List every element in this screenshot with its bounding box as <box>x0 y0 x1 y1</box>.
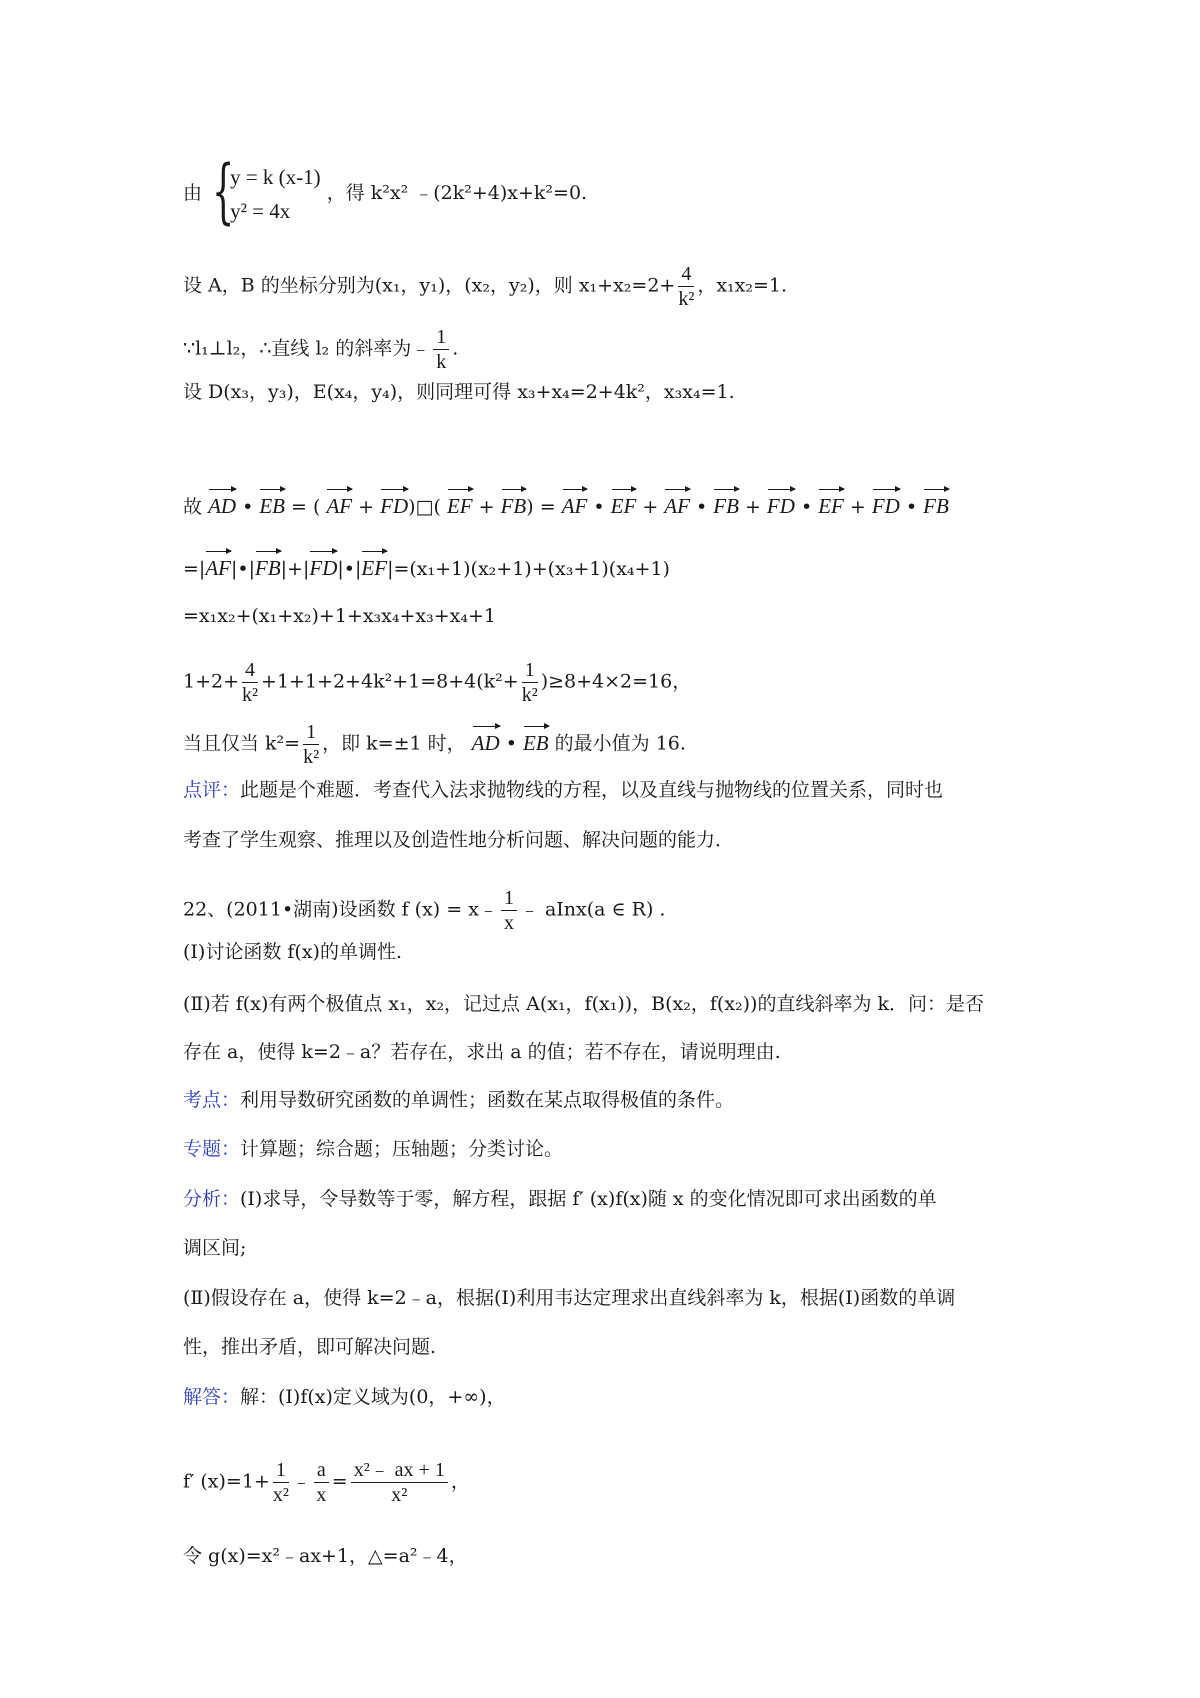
line-system <box>183 150 588 232</box>
vector: FD <box>872 488 900 520</box>
coordinates-tail: ，x₁x₂=1. <box>697 274 788 297</box>
derivative-part: ﹣ <box>291 1470 311 1493</box>
fraction-numerator: 1 <box>501 886 517 911</box>
expansion-text: =x₁x₂+(x₁+x₂)+1+x₃x₄+x₃+x₄+1 <box>183 605 497 627</box>
vector: AF <box>562 488 588 520</box>
problem-part: ﹣ aInx(a ∈ R) . <box>519 898 666 921</box>
minimum-part: 当且仅当 k²= <box>183 732 301 755</box>
vector: FB <box>923 488 949 520</box>
fraction-denominator: x² <box>391 1484 408 1506</box>
vector: AD <box>472 725 500 757</box>
vector: AD <box>208 488 236 520</box>
line-problem-22 <box>183 886 666 934</box>
fraction-numerator: 1 <box>273 1458 289 1483</box>
vector: FD <box>380 488 408 520</box>
system-result: ，得 k²x² ﹣(2k²+4)x+k²=0. <box>326 182 588 204</box>
perpendicular-tail: . <box>452 337 459 360</box>
fraction-denominator: k² <box>678 288 695 310</box>
discriminant-text: 令 g(x)=x²﹣ax+1，△=a²﹣4， <box>183 1545 468 1567</box>
fraction-numerator: 1 <box>303 720 319 745</box>
fraction-numerator: 4 <box>678 262 694 287</box>
fraction <box>303 720 319 769</box>
line-jieda <box>183 1383 506 1411</box>
line-fenxi-cont <box>183 1234 246 1262</box>
line-fenxi-2 <box>183 1284 955 1312</box>
line-commentary-cont <box>183 826 734 854</box>
line-kaodian <box>183 1086 734 1114</box>
fraction <box>501 886 517 935</box>
coordinates-text: 设 A，B 的坐标分别为(x₁，y₁)，(x₂，y₂)，则 x₁+x₂=2+ <box>183 274 676 297</box>
derivative-part: ， <box>450 1470 470 1493</box>
line-perpendicular <box>183 325 459 373</box>
line-discriminant <box>183 1542 468 1570</box>
line-fenxi <box>183 1185 937 1213</box>
de-coordinates-text: 设 D(x₃，y₃)，E(x₄，y₄)，则同理可得 x₃+x₄=2+4k²，x₃x₄=1. <box>183 381 735 403</box>
fraction <box>314 1458 329 1507</box>
line-coordinates <box>183 262 788 310</box>
vector: FB <box>713 488 739 520</box>
vector: FB <box>255 550 281 582</box>
derivative-part: f′ (x)=1+ <box>183 1470 270 1493</box>
perpendicular-text: ∵l₁⊥l₂，∴直线 l₂ 的斜率为﹣ <box>183 337 431 360</box>
fraction <box>242 658 258 707</box>
commentary-text: 考查了学生观察、推理以及创造性地分析问题、解决问题的能力． <box>183 829 735 851</box>
line-zhuanti <box>183 1135 563 1163</box>
label-commentary: 点评： <box>183 779 241 801</box>
part-1-text: (Ⅰ)讨论函数 f(x)的单调性. <box>183 941 402 963</box>
fraction-numerator: 1 <box>522 658 538 683</box>
vector: EB <box>523 725 549 757</box>
fraction-numerator: a <box>314 1458 329 1483</box>
jieda-text: 解：(I)f(x)定义域为(0，+∞)， <box>240 1386 506 1408</box>
label-fenxi: 分析： <box>183 1188 241 1210</box>
line-part-1 <box>183 938 402 966</box>
line-part-2-cont <box>183 1038 781 1066</box>
vector: EB <box>259 488 285 520</box>
fraction-numerator: x²﹣ ax + 1 <box>351 1458 448 1483</box>
label-zhuanti: 专题： <box>183 1138 241 1160</box>
vector: AF <box>664 488 690 520</box>
line-de-coordinates <box>183 378 735 406</box>
commentary-text: 此题是个难题．考查代入法求抛物线的方程，以及直线与抛物线的位置关系，同时也 <box>240 779 944 801</box>
minimum-part: 的最小值为 16. <box>554 732 686 755</box>
fenxi-text: (Ⅱ)假设存在 a，使得 k=2﹣a，根据(I)利用韦达定理求出直线斜率为 k，根据(I)函数的单调 <box>183 1287 956 1309</box>
part-2-text: 存在 a，使得 k=2﹣a？若存在，求出 a 的值；若不存在，请说明理由. <box>183 1041 781 1063</box>
fraction-denominator: k² <box>303 746 320 768</box>
line-commentary <box>183 776 943 804</box>
fenxi-text: 性，推出矛盾，即可解决问题. <box>183 1336 437 1358</box>
system-row-1: y = k (x-1) <box>230 165 321 189</box>
fraction <box>678 262 694 311</box>
inequality-part: )≥8+4×2=16， <box>540 670 692 693</box>
fenxi-text: 调区间; <box>183 1237 247 1259</box>
derivative-part: = <box>331 1470 348 1493</box>
fraction-denominator: k² <box>242 684 259 706</box>
line-vector-magnitudes: =|AF|•|FB|+|FD|•|EF|=(x₁+1)(x₂+1)+(x₃+1)(x₄+1) <box>183 550 670 578</box>
inequality-part: 1+2+ <box>183 670 240 693</box>
vector: FB <box>501 488 527 520</box>
fraction <box>351 1458 448 1507</box>
kaodian-text: 利用导数研究函数的单调性；函数在某点取得极值的条件。 <box>240 1089 735 1111</box>
minimum-part: ，即 k=±1 时， <box>322 732 466 755</box>
line-derivative <box>183 1458 470 1506</box>
line-inequality <box>183 658 692 706</box>
label-kaodian: 考点： <box>183 1089 241 1111</box>
vector: EF <box>611 488 637 520</box>
text-you: 由 <box>183 182 203 204</box>
problem-part: 22、(2011•湖南)设函数 f (x) = x﹣ <box>183 898 498 921</box>
zhuanti-text: 计算题；综合题；压轴题；分类讨论。 <box>240 1138 564 1160</box>
vector: EF <box>361 550 387 582</box>
fraction-numerator: 1 <box>433 325 449 350</box>
left-brace-icon: { <box>212 150 235 232</box>
line-minimum: 当且仅当 k²= $\frac{1}{\text{k²}}$ ，即 k=±1 时， AD • EB 的最小值为 16. <box>183 721 686 768</box>
text-gu: 故 <box>183 496 203 518</box>
fraction-numerator: 4 <box>242 658 258 683</box>
part-2-text: (Ⅱ)若 f(x)有两个极值点 x₁，x₂，记过点 A(x₁，f(x₁))，B(x₂，f(x₂))的直线斜率为 k．问：是否 <box>183 993 985 1015</box>
equation-system <box>212 150 321 232</box>
vector: FD <box>309 550 337 582</box>
vector: EF <box>447 488 473 520</box>
fraction-denominator: x <box>503 912 514 934</box>
vector: AF <box>205 550 231 582</box>
inequality-part: +1+1+2+4k²+1=8+4(k²+ <box>261 670 519 693</box>
fraction-denominator: x <box>316 1484 327 1506</box>
line-part-2 <box>183 990 984 1018</box>
fraction <box>433 325 449 374</box>
vector: AF <box>326 488 352 520</box>
fraction-denominator: k <box>436 351 447 373</box>
vector: FD <box>767 488 795 520</box>
line-expansion <box>183 602 496 630</box>
fraction <box>522 658 538 707</box>
label-jieda: 解答： <box>183 1386 241 1408</box>
line-vector-expansion: 故 AD • EB = ( AF + FD)□( EF + FB) = AF • EF + AF • FB + FD • EF + FD • FB <box>183 488 949 516</box>
vector: EF <box>818 488 844 520</box>
system-row-2: y² = 4x <box>230 199 291 223</box>
fenxi-text: (Ⅰ)求导，令导数等于零，解方程，跟据 f′ (x)f(x)随 x 的变化情况即可求出函数的单 <box>240 1188 937 1210</box>
fraction-denominator: k² <box>521 684 538 706</box>
fraction-denominator: x² <box>272 1484 289 1506</box>
line-fenxi-2-cont <box>183 1333 436 1361</box>
fraction <box>273 1458 289 1507</box>
magnitudes-tail: =(x₁+1)(x₂+1)+(x₃+1)(x₄+1) <box>393 558 670 580</box>
